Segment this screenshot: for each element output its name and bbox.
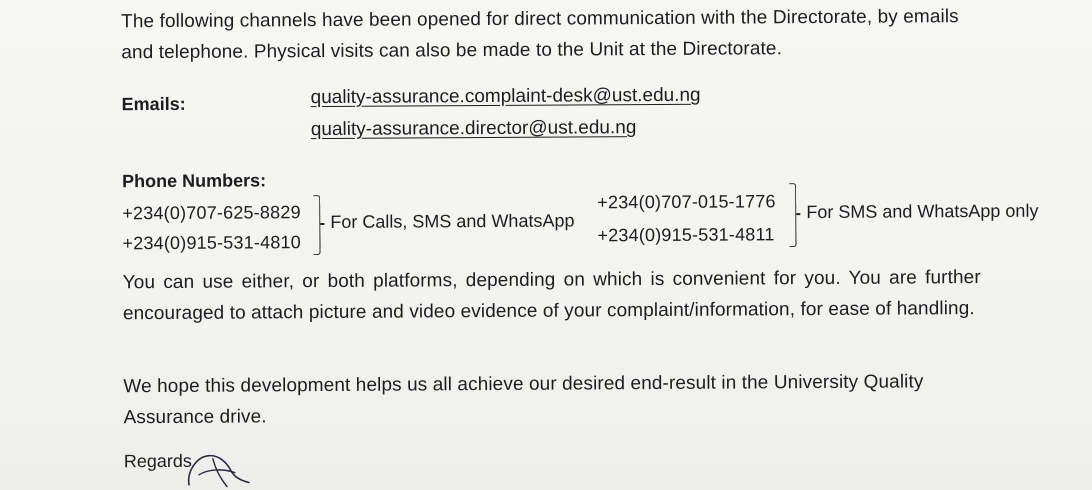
phone-number-sms-1: +234(0)707-015-1776: [597, 191, 776, 213]
email-link-complaint-desk[interactable]: quality-assurance.complaint-desk@ust.edu.ng: [310, 84, 701, 109]
hope-paragraph: We hope this development helps us all achieve our desired end-result in the University Quality Assurance drive.: [123, 371, 924, 429]
email-link-director[interactable]: quality-assurance.director@ust.edu.ng: [310, 117, 637, 141]
phone-numbers-label: Phone Numbers:: [122, 170, 267, 192]
phone-number-calls-2: +234(0)915-531-4810: [122, 232, 301, 254]
note-sms-whatsapp-only: For SMS and WhatsApp only: [806, 200, 1039, 223]
note-calls-sms-whatsapp: For Calls, SMS and WhatsApp: [330, 210, 575, 232]
bracket-tip-group-1: [320, 223, 324, 225]
emails-label: Emails:: [121, 93, 186, 115]
bracket-tip-group-2: [796, 213, 800, 215]
encouragement-paragraph: You can use either, or both platforms, depending on which is convenient for you. You are further encouraged to attach picture and video evidence of your complaint/information, for ease of handling.: [122, 267, 981, 325]
phone-number-calls-1: +234(0)707-625-8829: [122, 202, 301, 224]
signature-mark: [183, 446, 253, 488]
bracket-group-2: [789, 183, 796, 247]
intro-paragraph: The following channels have been opened for direct communication with the Directorate, by emails and telephone. Physical visits can also be made to the Unit at the Directorate.: [121, 6, 959, 64]
bracket-group-1: [313, 195, 320, 255]
phone-number-sms-2: +234(0)915-531-4811: [597, 224, 775, 246]
closing-regards: Regards: [123, 450, 192, 472]
